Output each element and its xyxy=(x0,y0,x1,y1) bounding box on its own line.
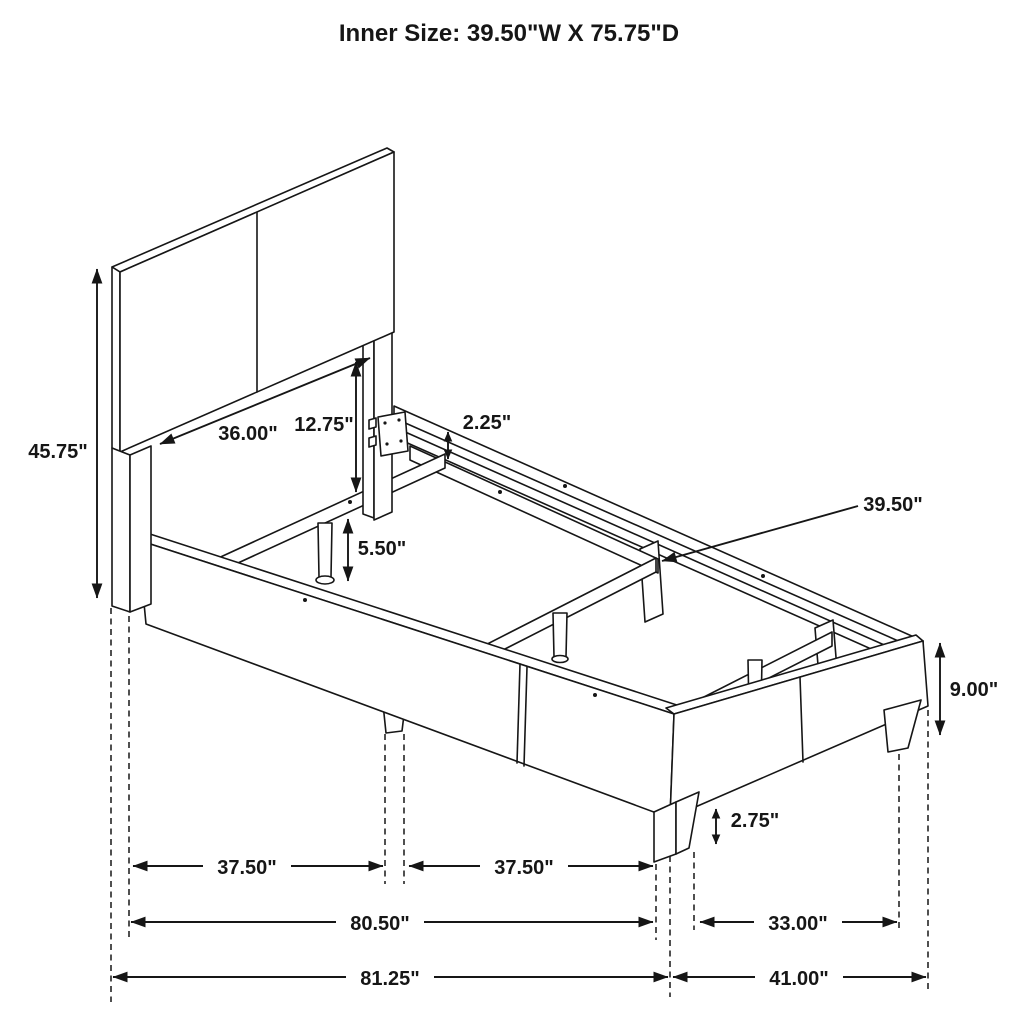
middle-slat-leg xyxy=(553,613,567,657)
dim-label-half-length-head: 37.50" xyxy=(217,857,277,879)
dim-label-overall-width: 41.00" xyxy=(769,968,829,990)
dim-label-rail-thickness: 2.25" xyxy=(462,412,512,434)
dim-label-frame-height: 9.00" xyxy=(949,679,999,701)
dim-label-center-leg-height: 5.50" xyxy=(357,538,407,560)
page-title: Inner Size: 39.50"W X 75.75"D xyxy=(338,20,680,47)
dim-label-headboard-height: 45.75" xyxy=(28,441,88,463)
dim-label-foot-inner-width: 33.00" xyxy=(768,913,828,935)
dim-label-foot-leg-height: 2.75" xyxy=(730,810,780,832)
headboard-left-edge xyxy=(112,267,120,452)
dim-label-half-length-foot: 37.50" xyxy=(494,857,554,879)
dim-label-overall-length: 81.25" xyxy=(360,968,420,990)
near-side-rail xyxy=(138,534,686,818)
center-leg xyxy=(318,523,332,577)
dim-label-inner-width-slat: 39.50" xyxy=(863,494,923,516)
dim-label-headboard-to-slat: 12.75" xyxy=(294,414,354,436)
foot-leg-near-front xyxy=(654,802,676,862)
foot-leg-far xyxy=(884,700,921,752)
far-side-rail xyxy=(394,406,923,672)
dim-label-headboard-inner-width: 36.00" xyxy=(218,423,278,445)
foot-leg-near-side xyxy=(676,792,699,854)
dim-label-frame-length: 80.50" xyxy=(350,913,410,935)
headboard-leg-front xyxy=(130,446,151,612)
leader-inner-width-slat xyxy=(662,506,858,561)
headboard-leg-side xyxy=(112,448,130,612)
